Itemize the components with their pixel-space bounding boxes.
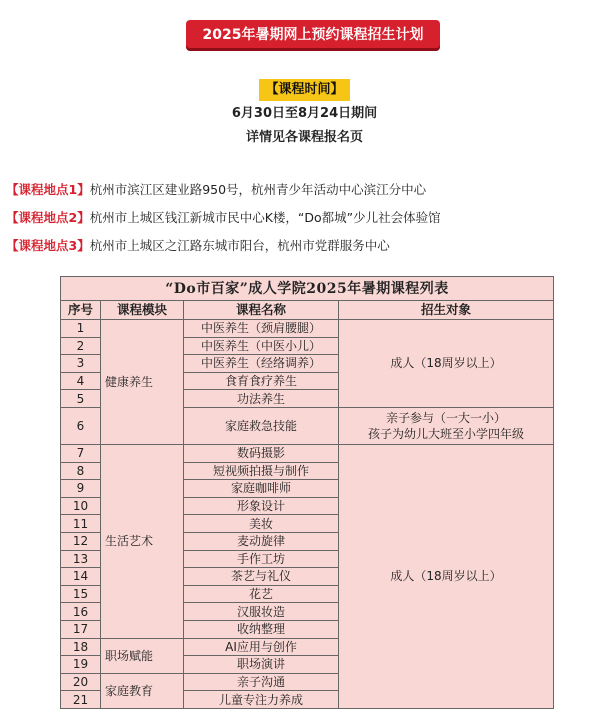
course-name: 数码摄影 xyxy=(184,444,339,462)
course-name: AI应用与创作 xyxy=(184,638,339,656)
course-name: 茶艺与礼仪 xyxy=(184,568,339,586)
row-number: 11 xyxy=(61,515,101,533)
location-tag: 【课程地点3】 xyxy=(6,238,90,253)
course-time-section xyxy=(0,78,609,149)
course-name: 形象设计 xyxy=(184,497,339,515)
course-name: 手作工坊 xyxy=(184,550,339,568)
course-name: 职场演讲 xyxy=(184,656,339,674)
course-time-tag: 【课程时间】 xyxy=(259,79,349,101)
row-number: 18 xyxy=(61,638,101,656)
course-name: 中医养生（颈肩腰腿） xyxy=(184,320,339,338)
course-name: 中医养生（中医小儿） xyxy=(184,337,339,355)
row-number: 1 xyxy=(61,320,101,338)
table-row xyxy=(61,444,554,462)
course-name: 汉服妆造 xyxy=(184,603,339,621)
location-address: 杭州市上城区钱江新城市民中心K楼，“Do都城”少儿社会体验馆 xyxy=(89,210,441,225)
row-number: 7 xyxy=(61,444,101,462)
row-number: 14 xyxy=(61,568,101,586)
location-tag: 【课程地点2】 xyxy=(6,210,90,225)
module-health: 健康养生 xyxy=(101,320,184,445)
locations-list xyxy=(6,176,606,260)
course-name: 中医养生（经络调养） xyxy=(184,355,339,373)
course-name: 儿童专注力养成 xyxy=(184,691,339,709)
module-family: 家庭教育 xyxy=(101,673,184,708)
course-name: 亲子沟通 xyxy=(184,673,339,691)
page-title-banner: 2025年暑期网上预约课程招生计划 xyxy=(186,20,440,48)
course-name: 食育食疗养生 xyxy=(184,372,339,390)
row-number: 3 xyxy=(61,355,101,373)
row-number: 5 xyxy=(61,390,101,408)
row-number: 12 xyxy=(61,532,101,550)
row-number: 10 xyxy=(61,497,101,515)
location-address: 杭州市滨江区建业路950号，杭州青少年活动中心滨江分中心 xyxy=(89,182,427,197)
course-name: 收纳整理 xyxy=(184,620,339,638)
course-dates: 6月30日至8月24日期间 xyxy=(231,106,378,121)
row-number: 6 xyxy=(61,407,101,444)
course-name: 家庭救急技能 xyxy=(184,407,339,444)
row-number: 8 xyxy=(61,462,101,480)
course-name: 花艺 xyxy=(184,585,339,603)
location-address: 杭州市上城区之江路东城市阳台，杭州市党群服务中心 xyxy=(89,238,390,253)
target-adult-a: 成人（18周岁以上） xyxy=(339,320,554,408)
course-name: 功法养生 xyxy=(184,390,339,408)
target-adult-b: 成人（18周岁以上） xyxy=(339,444,554,708)
module-career: 职场赋能 xyxy=(101,638,184,673)
row-number: 13 xyxy=(61,550,101,568)
course-name: 家庭咖啡师 xyxy=(184,480,339,498)
target-parent-line1: 亲子参与（一大一小） xyxy=(385,410,506,425)
course-name: 短视频拍摄与制作 xyxy=(184,462,339,480)
row-number: 17 xyxy=(61,620,101,638)
row-number: 20 xyxy=(61,673,101,691)
row-number: 9 xyxy=(61,480,101,498)
course-table-container xyxy=(60,276,553,709)
header-module: 课程模块 xyxy=(101,301,184,320)
table-title: “Do市百家”成人学院2025年暑期课程列表 xyxy=(61,277,554,301)
location-item xyxy=(6,176,606,204)
target-parent-child xyxy=(339,407,554,444)
module-life: 生活艺术 xyxy=(101,444,184,638)
row-number: 16 xyxy=(61,603,101,621)
course-name: 美妆 xyxy=(184,515,339,533)
row-number: 19 xyxy=(61,656,101,674)
header-target: 招生对象 xyxy=(339,301,554,320)
course-details-note: 详情见各课程报名页 xyxy=(245,130,363,145)
row-number: 21 xyxy=(61,691,101,709)
table-row xyxy=(61,320,554,338)
banner-area xyxy=(0,0,609,60)
row-number: 4 xyxy=(61,372,101,390)
header-number: 序号 xyxy=(61,301,101,320)
location-item xyxy=(6,204,606,232)
row-number: 15 xyxy=(61,585,101,603)
target-parent-line2: 孩子为幼儿大班至小学四年级 xyxy=(367,426,524,441)
course-table xyxy=(60,276,554,709)
location-item xyxy=(6,232,606,260)
header-course-name: 课程名称 xyxy=(184,301,339,320)
course-name: 麦动旋律 xyxy=(184,532,339,550)
row-number: 2 xyxy=(61,337,101,355)
location-tag: 【课程地点1】 xyxy=(6,182,90,197)
